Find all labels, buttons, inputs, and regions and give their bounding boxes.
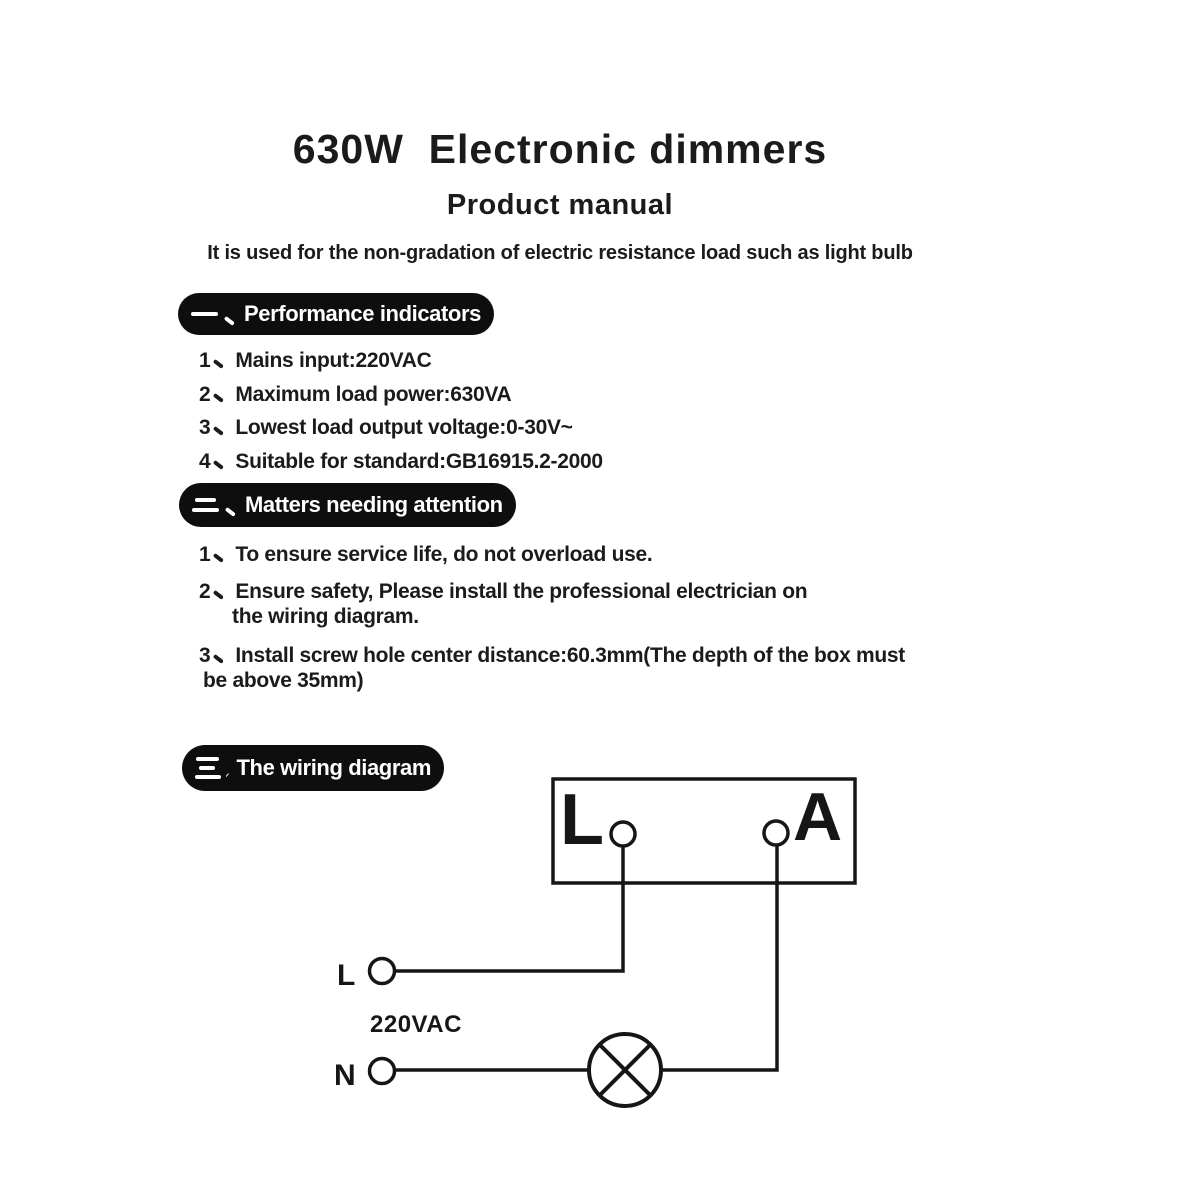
item-number: 3 bbox=[199, 644, 211, 667]
supply-live-label: L bbox=[337, 959, 356, 992]
dimmer-terminal-l-label: L bbox=[560, 780, 604, 860]
section-title: Performance indicators bbox=[244, 301, 481, 326]
lamp-icon bbox=[589, 1034, 661, 1106]
dimmer-terminal-a-node bbox=[764, 821, 788, 845]
item-number: 2 bbox=[199, 580, 211, 603]
item-number: 3 bbox=[199, 416, 211, 439]
page-title: 630W Electronic dimmers bbox=[292, 126, 828, 172]
item-text: Maximum load power:630VA bbox=[235, 383, 512, 406]
item-text: Mains input:220VAC bbox=[235, 349, 432, 372]
item-text: Lowest load output voltage:0-30V~ bbox=[235, 416, 573, 439]
item-number: 1 bbox=[199, 543, 211, 566]
section-title: The wiring diagram bbox=[236, 755, 431, 780]
supply-live-node bbox=[370, 959, 395, 984]
supply-voltage-label: 220VAC bbox=[370, 1011, 462, 1038]
dimmer-terminal-a-label: A bbox=[793, 779, 843, 855]
item-text-continued: be above 35mm) bbox=[203, 669, 364, 692]
item-text: Suitable for standard:GB16915.2-2000 bbox=[235, 450, 603, 473]
section-title: Matters needing attention bbox=[245, 492, 503, 517]
supply-neutral-node bbox=[370, 1059, 395, 1084]
dimmer-terminal-l-node bbox=[611, 822, 635, 846]
item-text: To ensure service life, do not overload use. bbox=[235, 543, 653, 566]
item-text-continued: the wiring diagram. bbox=[232, 605, 419, 628]
supply-neutral-label: N bbox=[334, 1059, 356, 1092]
page-tagline: It is used for the non-gradation of electric resistance load such as light bulb bbox=[207, 242, 913, 264]
item-number: 2 bbox=[199, 383, 211, 406]
wire-load bbox=[661, 845, 777, 1070]
page-subtitle: Product manual bbox=[446, 189, 674, 221]
item-text: Install screw hole center distance:60.3mm(The depth of the box must bbox=[235, 644, 905, 667]
item-text: Ensure safety, Please install the professional electrician on bbox=[235, 580, 808, 603]
item-number: 1 bbox=[199, 349, 211, 372]
item-number: 4 bbox=[199, 450, 211, 473]
wire-live bbox=[395, 846, 623, 971]
